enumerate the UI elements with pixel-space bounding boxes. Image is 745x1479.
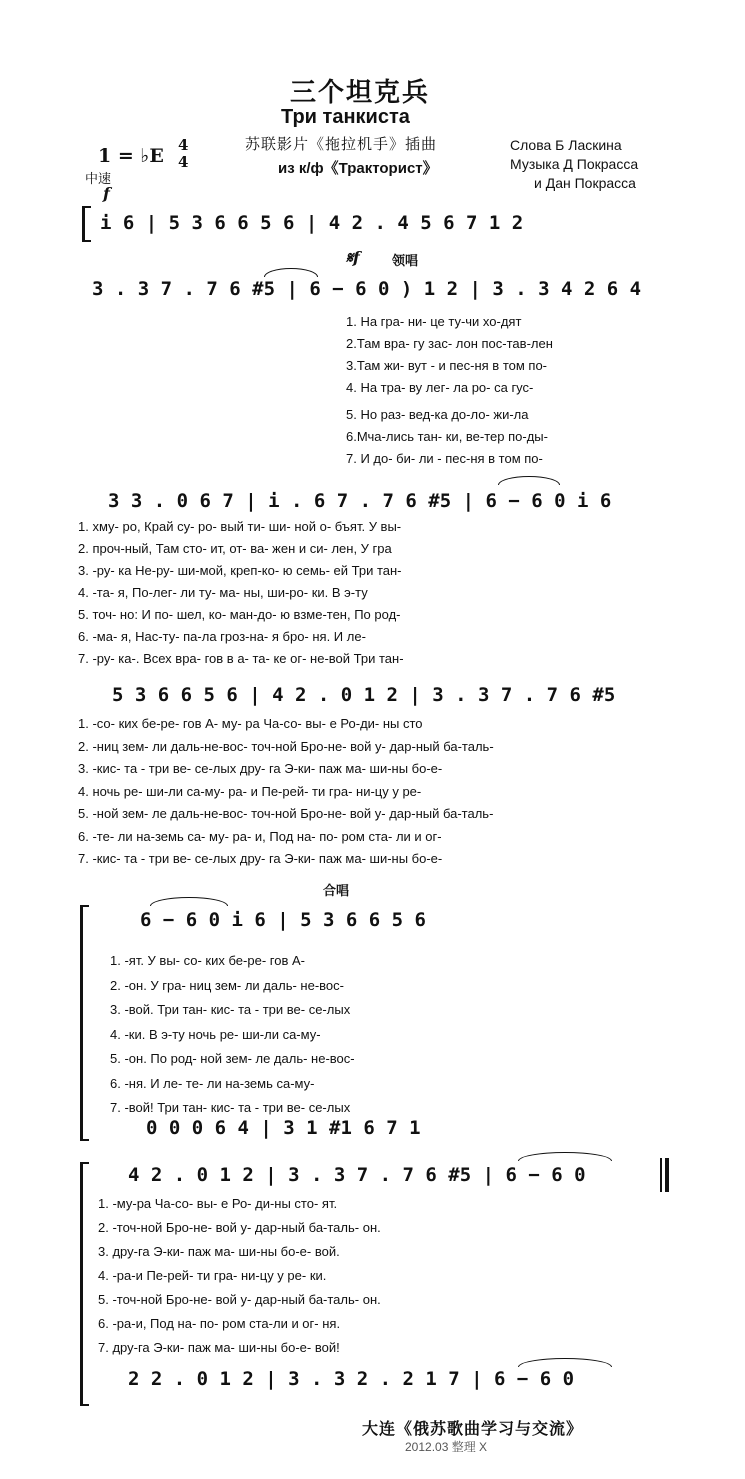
system-5-lower-notes: 0 0 0 6 4 | 3 1 #1 6 7 1 [146,1117,421,1139]
chorus-label: 合唱 [323,884,350,899]
subtitle-russian: из к/ф《Тракторист》 [278,160,438,177]
final-barline-thick [665,1158,669,1192]
credit-lyrics: Слова Б Ласкина [510,137,622,153]
subtitle-chinese: 苏联影片《拖拉机手》插曲 [245,135,438,153]
system-6-notes: 4 2 . 0 1 2 | 3 . 3 7 . 7 6 #5 | 6 − 6 0 [128,1164,586,1186]
system-6-bracket [80,1162,89,1406]
dynamic-solo: 𝄋f [346,248,360,267]
key-signature: 1 = ♭E [98,145,164,167]
lyric-line: 6. -ма- я, Нас-ту- па-ла гроз-на- я бро- ня. И ле- [78,629,366,644]
lyric-line: 2. проч-ный, Там сто- ит, от- ва- жен и си- лен, У гра [78,541,392,556]
system-1-notes: i 6 | 5 3 6 6 5 6 | 4 2 . 4 5 6 7 1 2 [100,212,524,234]
lyric-line: 4. На тра- ву лег- ла ро- са гус- [346,380,534,395]
footer-cut-text: 2012.03 整理 X [405,1440,488,1454]
system-5-slur [150,897,228,906]
time-signature-bottom: 4 [178,153,189,171]
final-barline-thin [660,1158,662,1192]
solo-label: 领唱 [392,254,419,269]
lyric-line: 1. хму- ро, Край су- ро- вый ти- ши- ной о- бъят. У вы- [78,519,402,534]
lyric-line: 2. -точ-ной Бро-не- вой у- дар-ный ба-таль- он. [98,1220,381,1235]
lyric-line: 5. точ- но: И по- шел, ко- ман-до- ю взме-тен, По род- [78,607,401,622]
system-6-lyrics [98,1192,381,1360]
lyric-line: 5. -ной зем- ле даль-не-вос- точ-ной Бро-не- вой у- дар-ный ба-таль- [78,806,494,821]
lyric-line: 4. -та- я, По-лег- ли ту- ма- ны, ши-ро- ки. В э-ту [78,585,368,600]
lyric-line: 1. -ят. У вы- со- ких бе-ре- гов А- [110,953,305,968]
lyric-line: 4. -ки. В э-ту ночь ре- ши-ли са-му- [110,1026,321,1042]
lyric-line: 2. -он. У гра- ниц зем- ли даль- не-вос- [110,977,344,993]
system-1-bracket [82,206,91,242]
lyric-line: 3. -кис- та - три ве- се-лых дру- га Э-ки- паж ма- ши-ны бо-е- [78,761,443,776]
lyric-line: 5. -он. По род- ной зем- ле даль- не-вос- [110,1051,355,1066]
lyric-line: 1. На гра- ни- це ту-чи хо-дят [346,314,522,329]
lyric-line: 1. -со- ких бе-ре- гов А- му- ра Ча-со- вы- е Ро-ди- ны сто [78,716,423,731]
title-russian: Три танкиста [281,106,410,128]
title-chinese: 三个坦克兵 [290,78,431,108]
lyric-line: 7. -вой! Три тан- кис- та - три ве- се-лых [110,1100,351,1115]
credit-music: Музыка Д Покрасса [510,156,639,172]
lyric-line: 2. -ниц зем- ли даль-не-вос- точ-ной Бро-не- вой у- дар-ный ба-таль- [78,738,494,754]
footer-source: 大连《俄苏歌曲学习与交流》 [362,1419,584,1438]
system-6-lower-notes: 2 2 . 0 1 2 | 3 . 3 2 . 2 1 7 | 6 − 6 0 [128,1368,575,1390]
system-4-lyrics [78,713,494,871]
system-4-notes: 5 3 6 6 5 6 | 4 2 . 0 1 2 | 3 . 3 7 . 7 6 #5 [112,684,616,706]
lyric-line: 7. дру-га Э-ки- паж ма- ши-ны бо-е- вой! [98,1340,340,1355]
credits [510,136,638,193]
lyric-line: 6. -те- ли на-земь са- му- ра- и, Под на- по- ром ста- ли и ог- [78,828,442,844]
lyric-line: 5. Но раз- вед-ка до-ло- жи-ла [346,407,529,422]
system-5-notes: 6 − 6 0 i 6 | 5 3 6 6 5 6 [140,909,426,931]
lyric-line: 6. -ра-и, Под на- по- ром ста-ли и ог- ня. [98,1316,341,1331]
system-6-slur [518,1152,612,1161]
dynamic-intro: f [103,184,110,203]
lyric-line: 2.Там вра- гу зас- лон пос-тав-лен [346,336,553,351]
time-signature [178,137,188,171]
lyric-line: 6. -ня. И ле- те- ли на-земь са-му- [110,1075,315,1091]
system-3-notes: 3 3 . 0 6 7 | i . 6 7 . 7 6 #5 | 6 − 6 0 i 6 [108,490,612,512]
lyric-line: 3. -ру- ка Не-ру- ши-мой, креп-ко- ю семь- ей Три тан- [78,563,402,578]
lyric-line: 6.Мча-лись тан- ки, ве-тер по-ды- [346,429,548,444]
system-6-lower-slur [518,1358,612,1367]
lyric-line: 7. -ру- ка-. Всех вра- гов в а- та- ке ог- не-вой Три тан- [78,651,404,666]
lyric-line: 4. ночь ре- ши-ли са-му- ра- и Пе-рей- ти гра- ни-цу у ре- [78,783,422,799]
lyric-line: 5. -точ-ной Бро-не- вой у- дар-ный ба-таль- он. [98,1292,381,1307]
lyric-line: 3.Там жи- вут - и пес-ня в том по- [346,358,548,373]
tempo-marking: 中速 [85,172,112,187]
system-3-lyrics [78,516,404,670]
system-5-lyrics [110,949,355,1121]
lyric-line: 1. -му-ра Ча-со- вы- е Ро- ди-ны сто- ят. [98,1196,338,1211]
lyric-line: 7. И до- би- ли - пес-ня в том по- [346,451,543,466]
lyric-line: 7. -кис- та - три ве- се-лых дру- га Э-ки- паж ма- ши-ны бо-е- [78,851,443,866]
system-2-slur [264,268,318,277]
lyric-line: 3. -вой. Три тан- кис- та - три ве- се-лых [110,1002,351,1017]
system-3-slur [498,476,560,485]
lyric-line: 3. дру-га Э-ки- паж ма- ши-ны бо-е- вой. [98,1244,340,1259]
time-signature-top: 4 [178,136,189,154]
system-5-bracket [80,905,89,1141]
credit-music-2: и Дан Покрасса [534,175,636,191]
system-2-lyrics [346,311,553,470]
system-2-notes: 3 . 3 7 . 7 6 #5 | 6 − 6 0 ) 1 2 | 3 . 3 4 2 6 4 [92,278,642,300]
lyric-line: 4. -ра-и Пе-рей- ти гра- ни-цу у ре- ки. [98,1268,327,1283]
